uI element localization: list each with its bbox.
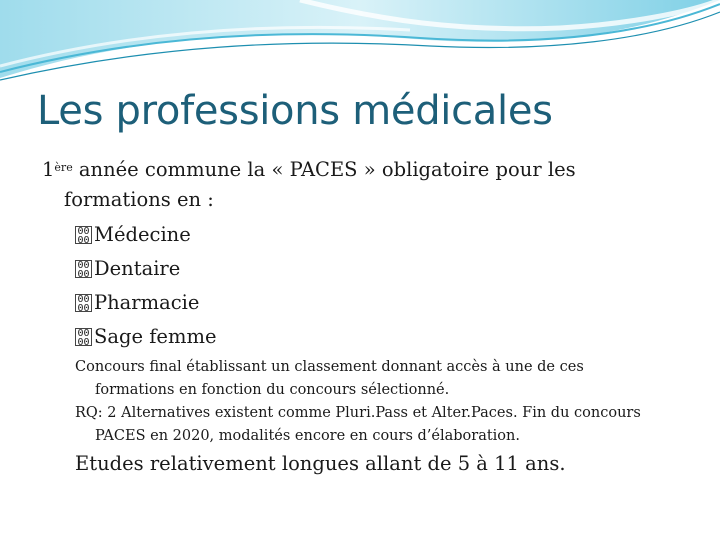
note-line: RQ: 2 Alternatives existent comme Pluri.Pass et Alter.Paces. Fin du concours bbox=[75, 405, 641, 421]
note-concours bbox=[75, 356, 695, 402]
note-remarque bbox=[75, 402, 695, 448]
intro-superscript: ère bbox=[54, 161, 73, 174]
intro-line-2: formations en : bbox=[64, 188, 214, 211]
header-wave-decoration bbox=[0, 0, 720, 90]
list-item-label: Médecine bbox=[94, 223, 191, 246]
list-item bbox=[75, 320, 216, 354]
note-line-continued: PACES en 2020, modalités encore en cours d’élaboration. bbox=[95, 428, 520, 444]
intro-prefix: 1 bbox=[42, 158, 55, 181]
list-item bbox=[75, 286, 216, 320]
list-item-label: Dentaire bbox=[94, 257, 181, 280]
formations-list bbox=[75, 218, 216, 354]
list-item bbox=[75, 252, 216, 286]
slide-title: Les professions médicales bbox=[37, 88, 553, 134]
notes-block bbox=[75, 356, 695, 448]
intro-paragraph bbox=[42, 155, 682, 215]
intro-line-1 bbox=[42, 155, 682, 185]
missing-glyph-bullet-icon: 00 00 bbox=[75, 294, 92, 312]
list-item-label: Pharmacie bbox=[94, 291, 200, 314]
note-line: Concours final établissant un classement donnant accès à une de ces bbox=[75, 359, 584, 375]
missing-glyph-bullet-icon: 00 00 bbox=[75, 226, 92, 244]
intro-text: année commune la « PACES » obligatoire pour les bbox=[72, 158, 576, 181]
list-item-label: Sage femme bbox=[94, 325, 217, 348]
missing-glyph-bullet-icon: 00 00 bbox=[75, 260, 92, 278]
note-line-continued: formations en fonction du concours sélectionné. bbox=[95, 382, 450, 398]
missing-glyph-bullet-icon: 00 00 bbox=[75, 328, 92, 346]
closing-statement: Etudes relativement longues allant de 5 à 11 ans. bbox=[75, 452, 566, 475]
list-item bbox=[75, 218, 216, 252]
